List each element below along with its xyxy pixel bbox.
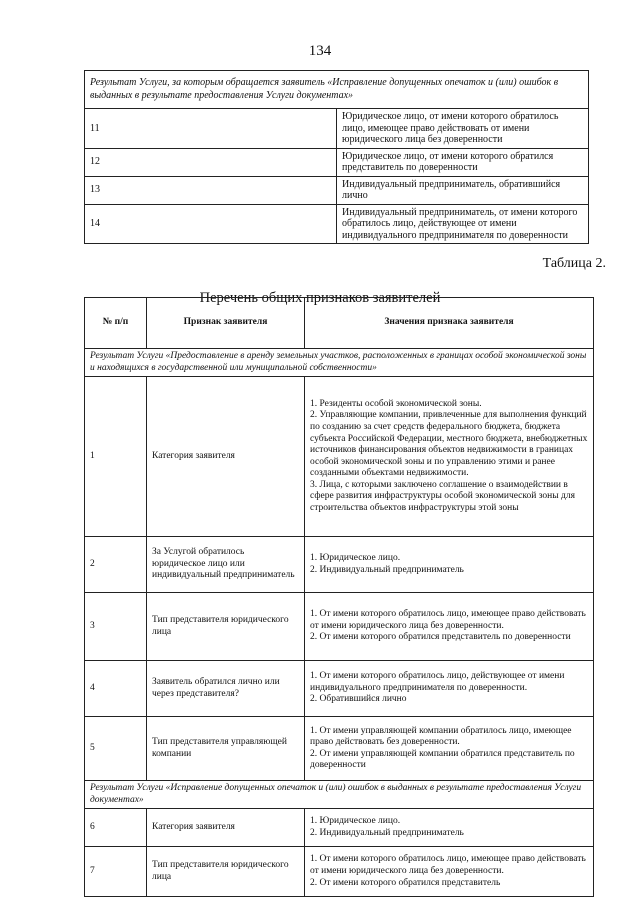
row-num: 7 <box>85 847 147 897</box>
row-num: 6 <box>85 809 147 847</box>
row-sign: Категория заявителя <box>147 377 305 537</box>
header-num: № п/п <box>85 298 147 349</box>
row-num: 4 <box>85 661 147 717</box>
row-values: 1. От имени которого обратилось лицо, имеющее право действовать от имени юридического лица без доверенности. 2. От имени которого обратился представитель <box>305 847 594 897</box>
table-title: Перечень общих признаков заявителей <box>199 290 441 306</box>
row-values: 1. От имени которого обратилось лицо, имеющее право действовать от имени юридического лица без доверенности. 2. От имени которого обратился представитель по доверенности <box>305 593 594 661</box>
table1-row-num: 13 <box>85 176 337 204</box>
row-sign: За Услугой обратилось юридическое лицо или индивидуальный предприниматель <box>147 537 305 593</box>
row-num: 2 <box>85 537 147 593</box>
row-num: 1 <box>85 377 147 537</box>
row-sign: Тип представителя юридического лица <box>147 593 305 661</box>
table1-row-text: Индивидуальный предприниматель, от имени которого обратилось лицо, действующее от имени индивидуального предпринимателя по доверенности <box>337 204 589 244</box>
table1-row-text: Юридическое лицо, от имени которого обратилось лицо, имеющее право действовать от имени юридического лица без доверенности <box>337 109 589 149</box>
row-values: 1. Юридическое лицо. 2. Индивидуальный предприниматель <box>305 809 594 847</box>
row-sign: Заявитель обратился лично или через представителя? <box>147 661 305 717</box>
row-values: 1. Резиденты особой экономической зоны. 2. Управляющие компании, привлеченные для выполнения функций по созданию за счет средств федерального бюджета, бюджета субъекта Российской Федерации, местного бюджета, внебюджетных источников финансирования объектов недвижимости в границах особой экономической зоны и по управлению этими и ранее созданными объектами недвижимости. 3. Лица, с которыми заключено соглашение о взаимодействии в сфере развития инфраструктуры особой экономической зоны для строительства объектов инфраструктуры этой зоны <box>305 377 594 537</box>
table1-result-header: Результат Услуги, за которым обращается заявитель «Исправление допущенных опечаток и (или) ошибок в выданных в результате предоставления Услуги документах» <box>85 71 589 109</box>
table1-row-num: 11 <box>85 109 337 149</box>
applicant-signs-table <box>84 297 594 897</box>
result-section-lease: Результат Услуги «Предоставление в аренду земельных участков, расположенных в границах особой экономической зоны и находящихся в государственной или муниципальной собственности» <box>85 349 594 377</box>
row-values: 1. Юридическое лицо. 2. Индивидуальный предприниматель <box>305 537 594 593</box>
row-sign: Тип представителя управляющей компании <box>147 717 305 781</box>
header-sign: Признак заявителя <box>147 298 305 349</box>
row-num: 3 <box>85 593 147 661</box>
table1-row-num: 14 <box>85 204 337 244</box>
header-values: Значения признака заявителя <box>305 298 594 349</box>
table1-row-text: Юридическое лицо, от имени которого обратился представитель по доверенности <box>337 148 589 176</box>
row-sign: Категория заявителя <box>147 809 305 847</box>
row-sign: Тип представителя юридического лица <box>147 847 305 897</box>
row-values: 1. От имени которого обратилось лицо, действующее от имени индивидуального предпринимателя по доверенности. 2. Обратившийся лично <box>305 661 594 717</box>
table1-row-text: Индивидуальный предприниматель, обратившийся лично <box>337 176 589 204</box>
table1-row-num: 12 <box>85 148 337 176</box>
applicants-table-continued <box>84 70 589 244</box>
row-values: 1. От имени управляющей компании обратилось лицо, имеющее право действовать без доверенности. 2. От имени управляющей компании обратился представитель по доверенности <box>305 717 594 781</box>
result-section-corrections: Результат Услуги «Исправление допущенных опечаток и (или) ошибок в выданных в результате предоставления Услуги документах» <box>85 781 594 809</box>
row-num: 5 <box>85 717 147 781</box>
table-caption: Таблица 2. <box>542 256 606 271</box>
page-number: 134 <box>308 43 332 59</box>
